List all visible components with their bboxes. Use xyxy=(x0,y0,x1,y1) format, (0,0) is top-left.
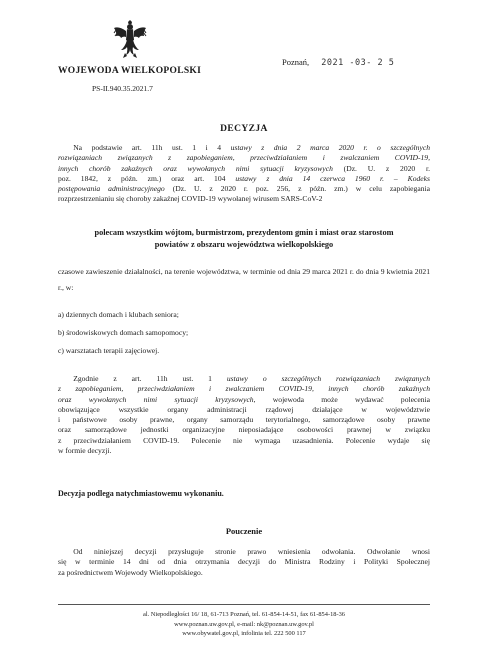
case-number: PS-II.940.35.2021.7 xyxy=(92,84,153,93)
footer-contact xyxy=(0,610,488,639)
place-date xyxy=(282,57,394,68)
list-item: b) środowiskowych domach samopomocy; xyxy=(58,328,189,337)
order-statement: polecam wszystkim wójtom, burmistrzom, prezydentom gmin i miast oraz starostom powiatów z obszaru województwa wielkopolskiego xyxy=(94,228,394,249)
suspension-paragraph: czasowe zawieszenie działalności, na terenie województwa, w terminie od dnia 29 marca 2021 r. do dnia 9 kwietnia 2021 r., w: xyxy=(58,267,430,292)
justification-paragraph: Zgodnie z art. 11h ust. 1 ustawy o szczególnych rozwiązaniach związanych z zapobieganiem, przeciwdziałaniem i zwalczaniem COVID-19, innych chorób zakaźnych oraz wywołanych nimi sytuacji kryzysowych, wojewoda może wydawać polecenia obowiązujące wszystkie organy administracji rządowej działające w województwie i państwowe osoby prawne, organy samorządu terytorialnego, samorządowe osoby prawne oraz samorządowe jednostki organizacyjne nieposiadające osobowości prawnej w związku z przeciwdziałaniem COVID-19. Polecenie nie wymaga uzasadnienia. Polecenie wydaje się w formie decyzji. xyxy=(58,374,431,456)
notice-title: Pouczenie xyxy=(225,526,263,536)
issue-date-stamp: 2021 -03- 2 5 xyxy=(321,58,395,68)
appeal-notice-paragraph: Od niniejszej decyzji przysługuje stronie prawo wniesienia odwołania. Odwołanie wnosi się w terminie 14 dni od dnia otrzymania decyzji do Ministra Rodziny i Polityki Społecznej za pośrednictwem Wojewody Wielkopolskiego. xyxy=(58,547,430,577)
place: Poznań, xyxy=(282,57,310,67)
list-item: a) dziennych domach i klubach seniora; xyxy=(58,310,179,319)
immediate-enforcement-note: Decyzja podlega natychmiastowemu wykonaniu. xyxy=(58,489,224,498)
footer-divider xyxy=(58,604,430,605)
list-item: c) warsztatach terapii zajęciowej. xyxy=(58,346,160,355)
document-title: DECYZJA xyxy=(220,124,268,134)
facility-list xyxy=(58,306,188,360)
footer-address: al. Niepodległości 16/ 18, 61-713 Poznań, tel. 61-854-14-51, fax 61-854-18-36 xyxy=(143,611,345,618)
footer-hotline: www.obywatel.gov.pl, infolinia tel. 222 500 117 xyxy=(182,630,306,637)
issuing-authority: WOJEWODA WIELKOPOLSKI xyxy=(58,66,202,76)
polish-eagle-emblem-icon xyxy=(113,20,147,60)
legal-basis-paragraph: Na podstawie art. 11h ust. 1 i 4 ustawy z dnia 2 marca 2020 r. o szczególnych rozwiązaniach związanych z zapobieganiem, przeciwdziałaniem i zwalczaniem COVID-19, innych chorób zakaźnych oraz wywołanych nimi sytuacji kryzysowych (Dz. U. z 2020 r. poz. 1842, z późn. zm.) oraz art. 104 ustawy z dnia 14 czerwca 1960 r. – Kodeks postępowania administracyjnego (Dz. U. z 2020 r. poz. 256, z późn. zm.) w celu zapobiegania rozprzestrzenianiu się choroby zakaźnej COVID-19 wywołanej wirusem SARS-CoV-2 xyxy=(58,143,431,204)
footer-web-email: www.poznan.uw.gov.pl, e-mail: nk@poznan.uw.gov.pl xyxy=(174,620,314,628)
